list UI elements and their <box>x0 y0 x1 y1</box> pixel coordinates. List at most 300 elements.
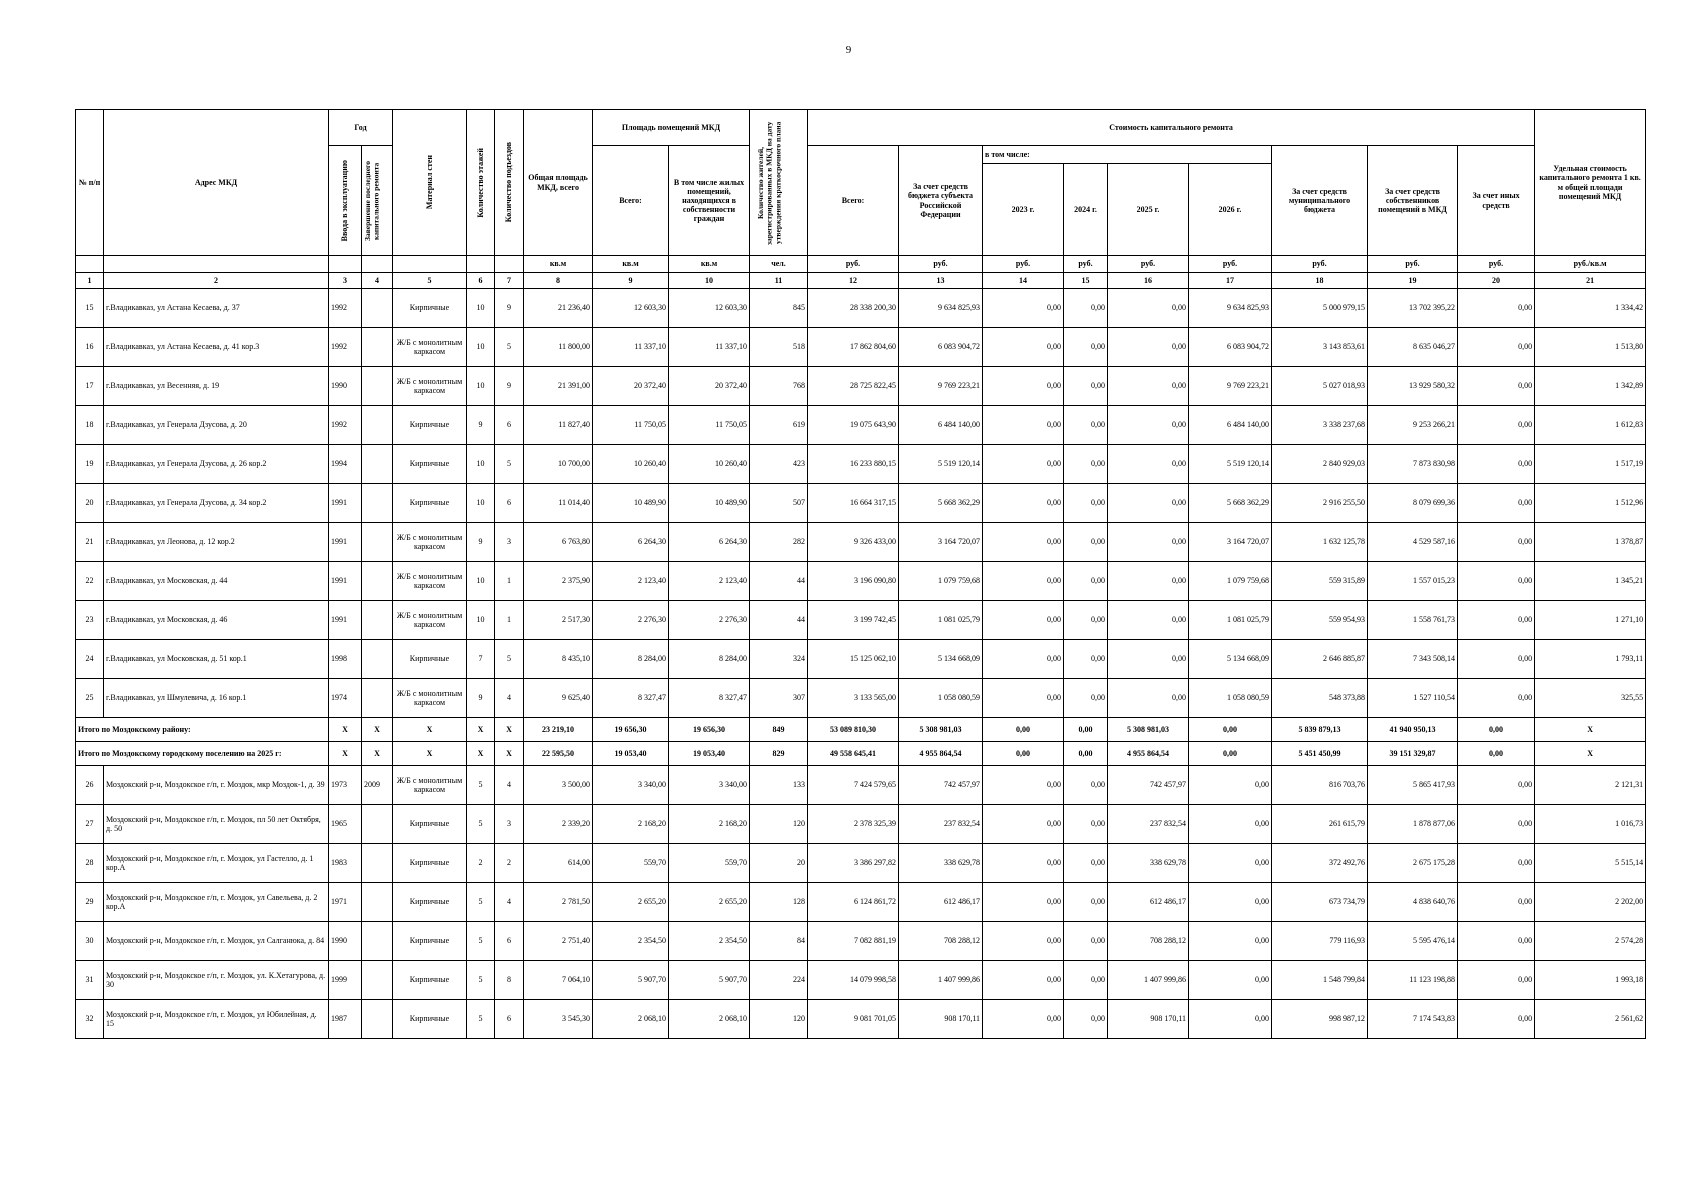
cell-pa: 6 264,30 <box>593 523 669 562</box>
cell-reg: 6 083 904,72 <box>899 328 983 367</box>
total-y1: X <box>329 718 362 742</box>
total-c25: 4 955 864,54 <box>1108 742 1189 766</box>
column-number: 16 <box>1108 273 1189 289</box>
cell-c25: 0,00 <box>1108 562 1189 601</box>
cell-y1: 1973 <box>329 766 362 805</box>
cell-mun: 5 027 018,93 <box>1272 367 1368 406</box>
cell-own: 11 123 198,88 <box>1368 961 1458 1000</box>
cell-area: 11 800,00 <box>524 328 593 367</box>
cell-pa: 2 354,50 <box>593 922 669 961</box>
unit-cell: руб. <box>808 256 899 273</box>
cell-own: 1 878 877,06 <box>1368 805 1458 844</box>
cell-mun: 559 954,93 <box>1272 601 1368 640</box>
cell-area: 11 827,40 <box>524 406 593 445</box>
cell-c26: 9 769 223,21 <box>1189 367 1272 406</box>
cell-c26: 0,00 <box>1189 883 1272 922</box>
total-reg: 5 308 981,03 <box>899 718 983 742</box>
header-unit-cost: Удельная стоимость капитального ремонта 1 кв. м общей площади помещений МКД <box>1535 110 1646 256</box>
cell-y2 <box>362 367 393 406</box>
cell-c23: 0,00 <box>983 406 1064 445</box>
cell-en: 6 <box>495 922 524 961</box>
cell-tot: 16 233 880,15 <box>808 445 899 484</box>
cell-reg: 6 484 140,00 <box>899 406 983 445</box>
cell-mun: 261 615,79 <box>1272 805 1368 844</box>
cell-oth: 0,00 <box>1458 601 1535 640</box>
cell-reg: 9 769 223,21 <box>899 367 983 406</box>
cell-fl: 5 <box>467 1000 495 1039</box>
total-c26: 0,00 <box>1189 718 1272 742</box>
cell-pa: 20 372,40 <box>593 367 669 406</box>
cell-unit: 1 345,21 <box>1535 562 1646 601</box>
cell-area: 2 517,30 <box>524 601 593 640</box>
cell-pc: 5 907,70 <box>669 961 750 1000</box>
cell-c25: 0,00 <box>1108 523 1189 562</box>
column-number: 15 <box>1064 273 1108 289</box>
table-row <box>76 640 1646 679</box>
cell-c23: 0,00 <box>983 445 1064 484</box>
cell-c23: 0,00 <box>983 679 1064 718</box>
cell-mat: Ж/Б с монолитным каркасом <box>393 523 467 562</box>
cell-reg: 742 457,97 <box>899 766 983 805</box>
header-wall-material: Материал стен <box>393 110 467 256</box>
cell-fl: 10 <box>467 562 495 601</box>
cell-area: 2 781,50 <box>524 883 593 922</box>
cell-addr: г.Владикавказ, ул Астана Кесаева, д. 41 кор.3 <box>104 328 329 367</box>
cell-tot: 9 326 433,00 <box>808 523 899 562</box>
cell-unit: 2 202,00 <box>1535 883 1646 922</box>
cell-pa: 2 123,40 <box>593 562 669 601</box>
cell-c25: 0,00 <box>1108 367 1189 406</box>
header-2026: 2026 г. <box>1189 164 1272 256</box>
cell-reg: 3 164 720,07 <box>899 523 983 562</box>
cell-res: 224 <box>750 961 808 1000</box>
total-y1: X <box>329 742 362 766</box>
cell-mun: 816 703,76 <box>1272 766 1368 805</box>
table-row <box>76 445 1646 484</box>
repair-register-table <box>75 109 1646 1039</box>
cell-en: 6 <box>495 406 524 445</box>
cell-en: 6 <box>495 484 524 523</box>
cell-mat: Кирпичные <box>393 640 467 679</box>
cell-c26: 0,00 <box>1189 766 1272 805</box>
cell-addr: г.Владикавказ, ул Генерала Дзусова, д. 34 кор.2 <box>104 484 329 523</box>
cell-c26: 3 164 720,07 <box>1189 523 1272 562</box>
cell-y1: 1991 <box>329 562 362 601</box>
cell-reg: 5 668 362,29 <box>899 484 983 523</box>
cell-c25: 708 288,12 <box>1108 922 1189 961</box>
cell-mun: 559 315,89 <box>1272 562 1368 601</box>
total-reg: 4 955 864,54 <box>899 742 983 766</box>
cell-own: 5 595 476,14 <box>1368 922 1458 961</box>
cell-mat: Кирпичные <box>393 484 467 523</box>
cell-pc: 6 264,30 <box>669 523 750 562</box>
cell-mat: Кирпичные <box>393 922 467 961</box>
cell-pc: 2 123,40 <box>669 562 750 601</box>
cell-pa: 559,70 <box>593 844 669 883</box>
cell-own: 7 174 543,83 <box>1368 1000 1458 1039</box>
cell-mat: Кирпичные <box>393 961 467 1000</box>
cell-c25: 0,00 <box>1108 445 1189 484</box>
cell-c25: 338 629,78 <box>1108 844 1189 883</box>
cell-c23: 0,00 <box>983 367 1064 406</box>
cell-pc: 10 260,40 <box>669 445 750 484</box>
unit-cell: кв.м <box>669 256 750 273</box>
cell-fl: 7 <box>467 640 495 679</box>
cell-res: 324 <box>750 640 808 679</box>
cell-c24: 0,00 <box>1064 601 1108 640</box>
cell-oth: 0,00 <box>1458 679 1535 718</box>
cell-y2 <box>362 289 393 328</box>
cell-y2 <box>362 328 393 367</box>
header-cost-other: За счет иных средств <box>1458 146 1535 256</box>
cell-res: 128 <box>750 883 808 922</box>
cell-addr: г.Владикавказ, ул Шмулевича, д. 16 кор.1 <box>104 679 329 718</box>
cell-y1: 1974 <box>329 679 362 718</box>
cell-own: 5 865 417,93 <box>1368 766 1458 805</box>
cell-pa: 8 284,00 <box>593 640 669 679</box>
cell-res: 307 <box>750 679 808 718</box>
cell-en: 3 <box>495 805 524 844</box>
cell-n: 31 <box>76 961 104 1000</box>
total-c23: 0,00 <box>983 718 1064 742</box>
cell-reg: 1 081 025,79 <box>899 601 983 640</box>
cell-en: 9 <box>495 367 524 406</box>
cell-area: 21 236,40 <box>524 289 593 328</box>
total-c23: 0,00 <box>983 742 1064 766</box>
cell-n: 29 <box>76 883 104 922</box>
cell-fl: 10 <box>467 601 495 640</box>
cell-area: 7 064,10 <box>524 961 593 1000</box>
cell-res: 84 <box>750 922 808 961</box>
cell-c26: 0,00 <box>1189 922 1272 961</box>
cell-unit: 1 993,18 <box>1535 961 1646 1000</box>
cell-tot: 7 424 579,65 <box>808 766 899 805</box>
header-cost-region: За счет средств бюджета субъекта Российской Федерации <box>899 146 983 256</box>
column-number: 21 <box>1535 273 1646 289</box>
cell-fl: 9 <box>467 679 495 718</box>
cell-c24: 0,00 <box>1064 562 1108 601</box>
cell-fl: 5 <box>467 922 495 961</box>
cell-pa: 3 340,00 <box>593 766 669 805</box>
cell-n: 17 <box>76 367 104 406</box>
total-c25: 5 308 981,03 <box>1108 718 1189 742</box>
cell-area: 11 014,40 <box>524 484 593 523</box>
column-number-row <box>76 273 1646 289</box>
table-row <box>76 406 1646 445</box>
cell-reg: 1 407 999,86 <box>899 961 983 1000</box>
cell-own: 7 343 508,14 <box>1368 640 1458 679</box>
cell-mun: 2 840 929,03 <box>1272 445 1368 484</box>
unit-cell: кв.м <box>593 256 669 273</box>
cell-n: 20 <box>76 484 104 523</box>
column-number: 14 <box>983 273 1064 289</box>
cell-mun: 1 632 125,78 <box>1272 523 1368 562</box>
table-row <box>76 961 1646 1000</box>
cell-c25: 612 486,17 <box>1108 883 1189 922</box>
cell-fl: 5 <box>467 766 495 805</box>
cell-pc: 20 372,40 <box>669 367 750 406</box>
table-row <box>76 805 1646 844</box>
cell-unit: 1 517,19 <box>1535 445 1646 484</box>
table-row <box>76 328 1646 367</box>
total-own: 39 151 329,87 <box>1368 742 1458 766</box>
table-row <box>76 766 1646 805</box>
cell-y2 <box>362 484 393 523</box>
total-row-district <box>76 718 1646 742</box>
cell-y2 <box>362 640 393 679</box>
cell-oth: 0,00 <box>1458 523 1535 562</box>
cell-y1: 1991 <box>329 523 362 562</box>
cell-c25: 237 832,54 <box>1108 805 1189 844</box>
cell-unit: 2 561,62 <box>1535 1000 1646 1039</box>
total-c26: 0,00 <box>1189 742 1272 766</box>
cell-own: 4 838 640,76 <box>1368 883 1458 922</box>
header-including: в том числе: <box>983 146 1272 164</box>
cell-c24: 0,00 <box>1064 1000 1108 1039</box>
cell-c26: 5 668 362,29 <box>1189 484 1272 523</box>
cell-area: 21 391,00 <box>524 367 593 406</box>
column-number: 1 <box>76 273 104 289</box>
cell-own: 9 253 266,21 <box>1368 406 1458 445</box>
cell-c23: 0,00 <box>983 601 1064 640</box>
cell-n: 30 <box>76 922 104 961</box>
cell-tot: 3 133 565,00 <box>808 679 899 718</box>
cell-y1: 1991 <box>329 601 362 640</box>
cell-c25: 0,00 <box>1108 601 1189 640</box>
cell-c26: 5 134 668,09 <box>1189 640 1272 679</box>
header-floors: Количество этажей <box>467 110 495 256</box>
cell-mun: 779 116,93 <box>1272 922 1368 961</box>
cell-c23: 0,00 <box>983 484 1064 523</box>
cell-pa: 5 907,70 <box>593 961 669 1000</box>
unit-cell: руб. <box>1272 256 1368 273</box>
cell-tot: 19 075 643,90 <box>808 406 899 445</box>
cell-c26: 1 058 080,59 <box>1189 679 1272 718</box>
cell-oth: 0,00 <box>1458 961 1535 1000</box>
cell-n: 32 <box>76 1000 104 1039</box>
cell-oth: 0,00 <box>1458 805 1535 844</box>
cell-y2 <box>362 805 393 844</box>
cell-c25: 0,00 <box>1108 289 1189 328</box>
cell-c25: 908 170,11 <box>1108 1000 1189 1039</box>
cell-c25: 742 457,97 <box>1108 766 1189 805</box>
cell-c23: 0,00 <box>983 883 1064 922</box>
cell-c23: 0,00 <box>983 844 1064 883</box>
cell-tot: 17 862 804,60 <box>808 328 899 367</box>
cell-en: 5 <box>495 445 524 484</box>
cell-y2 <box>362 523 393 562</box>
cell-n: 16 <box>76 328 104 367</box>
table-row <box>76 1000 1646 1039</box>
cell-en: 4 <box>495 766 524 805</box>
cell-mat: Кирпичные <box>393 1000 467 1039</box>
column-number: 11 <box>750 273 808 289</box>
cell-mun: 548 373,88 <box>1272 679 1368 718</box>
cell-c23: 0,00 <box>983 523 1064 562</box>
cell-own: 2 675 175,28 <box>1368 844 1458 883</box>
cell-reg: 1 058 080,59 <box>899 679 983 718</box>
cell-y2 <box>362 601 393 640</box>
cell-tot: 16 664 317,15 <box>808 484 899 523</box>
header-year-last-repair: Завершение последнего капитального ремонта <box>362 146 393 256</box>
cell-c26: 0,00 <box>1189 844 1272 883</box>
header-cost-total: Всего: <box>808 146 899 256</box>
cell-addr: Моздокский р-н, Моздокское г/п, г. Моздок, ул Салганюка, д. 84 <box>104 922 329 961</box>
unit-cell: кв.м <box>524 256 593 273</box>
cell-pa: 11 750,05 <box>593 406 669 445</box>
cell-res: 518 <box>750 328 808 367</box>
cell-oth: 0,00 <box>1458 484 1535 523</box>
cell-oth: 0,00 <box>1458 562 1535 601</box>
cell-tot: 2 378 325,39 <box>808 805 899 844</box>
cell-reg: 237 832,54 <box>899 805 983 844</box>
total-label: Итого по Моздокскому району: <box>76 718 329 742</box>
cell-c23: 0,00 <box>983 289 1064 328</box>
cell-addr: Моздокский р-н, Моздокское г/п, г. Моздок, ул Юбилейная, д. 15 <box>104 1000 329 1039</box>
cell-pc: 11 750,05 <box>669 406 750 445</box>
cell-c23: 0,00 <box>983 562 1064 601</box>
header-year: Год <box>329 110 393 146</box>
table-row <box>76 523 1646 562</box>
column-number: 20 <box>1458 273 1535 289</box>
cell-c24: 0,00 <box>1064 445 1108 484</box>
cell-pc: 2 655,20 <box>669 883 750 922</box>
cell-y1: 1990 <box>329 367 362 406</box>
cell-addr: г.Владикавказ, ул Московская, д. 46 <box>104 601 329 640</box>
cell-c24: 0,00 <box>1064 883 1108 922</box>
cell-tot: 7 082 881,19 <box>808 922 899 961</box>
table-row <box>76 289 1646 328</box>
cell-mun: 3 143 853,61 <box>1272 328 1368 367</box>
cell-area: 2 751,40 <box>524 922 593 961</box>
cell-c24: 0,00 <box>1064 523 1108 562</box>
total-res: 849 <box>750 718 808 742</box>
cell-res: 507 <box>750 484 808 523</box>
cell-c24: 0,00 <box>1064 640 1108 679</box>
cell-c24: 0,00 <box>1064 289 1108 328</box>
cell-n: 27 <box>76 805 104 844</box>
header-year-commission: Ввода в эксплуатацию <box>329 146 362 256</box>
cell-pa: 12 603,30 <box>593 289 669 328</box>
cell-fl: 10 <box>467 328 495 367</box>
cell-c24: 0,00 <box>1064 844 1108 883</box>
cell-oth: 0,00 <box>1458 289 1535 328</box>
cell-addr: Моздокский р-н, Моздокское г/п, г. Моздок, ул Гастелло, д. 1 кор.А <box>104 844 329 883</box>
cell-mat: Ж/Б с монолитным каркасом <box>393 601 467 640</box>
cell-pa: 11 337,10 <box>593 328 669 367</box>
total-fl: X <box>467 742 495 766</box>
cell-y2 <box>362 406 393 445</box>
cell-c24: 0,00 <box>1064 328 1108 367</box>
cell-area: 3 545,30 <box>524 1000 593 1039</box>
header-address: Адрес МКД <box>104 110 329 256</box>
table-row <box>76 484 1646 523</box>
total-c24: 0,00 <box>1064 718 1108 742</box>
cell-c26: 1 081 025,79 <box>1189 601 1272 640</box>
cell-en: 3 <box>495 523 524 562</box>
cell-unit: 325,55 <box>1535 679 1646 718</box>
cell-own: 7 873 830,98 <box>1368 445 1458 484</box>
header-entrances: Количество подъездов <box>495 110 524 256</box>
cell-unit: 1 513,80 <box>1535 328 1646 367</box>
cell-c25: 0,00 <box>1108 679 1189 718</box>
cell-addr: г.Владикавказ, ул Леонова, д. 12 кор.2 <box>104 523 329 562</box>
cell-c23: 0,00 <box>983 961 1064 1000</box>
cell-en: 9 <box>495 289 524 328</box>
unit-cell: руб. <box>1189 256 1272 273</box>
cell-c24: 0,00 <box>1064 406 1108 445</box>
total-pa: 19 656,30 <box>593 718 669 742</box>
cell-unit: 2 121,31 <box>1535 766 1646 805</box>
header-2023: 2023 г. <box>983 164 1064 256</box>
cell-own: 1 557 015,23 <box>1368 562 1458 601</box>
cell-own: 13 702 395,22 <box>1368 289 1458 328</box>
cell-mat: Кирпичные <box>393 289 467 328</box>
header-cost-title: Стоимость капитального ремонта <box>808 110 1535 146</box>
cell-mun: 2 916 255,50 <box>1272 484 1368 523</box>
cell-c23: 0,00 <box>983 922 1064 961</box>
cell-pa: 2 068,10 <box>593 1000 669 1039</box>
cell-unit: 1 378,87 <box>1535 523 1646 562</box>
cell-mun: 3 338 237,68 <box>1272 406 1368 445</box>
total-y2: X <box>362 718 393 742</box>
cell-oth: 0,00 <box>1458 922 1535 961</box>
cell-c26: 0,00 <box>1189 1000 1272 1039</box>
cell-c24: 0,00 <box>1064 367 1108 406</box>
table-row <box>76 562 1646 601</box>
cell-oth: 0,00 <box>1458 1000 1535 1039</box>
cell-unit: 1 342,89 <box>1535 367 1646 406</box>
cell-pc: 10 489,90 <box>669 484 750 523</box>
cell-addr: г.Владикавказ, ул Генерала Дзусова, д. 26 кор.2 <box>104 445 329 484</box>
cell-pa: 2 655,20 <box>593 883 669 922</box>
cell-mat: Ж/Б с монолитным каркасом <box>393 328 467 367</box>
column-number: 6 <box>467 273 495 289</box>
cell-own: 4 529 587,16 <box>1368 523 1458 562</box>
cell-res: 423 <box>750 445 808 484</box>
cell-y1: 1992 <box>329 289 362 328</box>
cell-unit: 1 512,96 <box>1535 484 1646 523</box>
cell-y1: 1965 <box>329 805 362 844</box>
cell-y2 <box>362 1000 393 1039</box>
cell-res: 44 <box>750 601 808 640</box>
cell-fl: 10 <box>467 445 495 484</box>
header-premises-citizens: В том числе жилых помещений, находящихся в собственности граждан <box>669 146 750 256</box>
cell-oth: 0,00 <box>1458 445 1535 484</box>
cell-y1: 1998 <box>329 640 362 679</box>
column-number: 2 <box>104 273 329 289</box>
table-row <box>76 883 1646 922</box>
cell-unit: 1 271,10 <box>1535 601 1646 640</box>
cell-n: 26 <box>76 766 104 805</box>
cell-y2 <box>362 922 393 961</box>
total-unit: X <box>1535 742 1646 766</box>
cell-area: 8 435,10 <box>524 640 593 679</box>
cell-tot: 9 081 701,05 <box>808 1000 899 1039</box>
total-mun: 5 451 450,99 <box>1272 742 1368 766</box>
cell-res: 619 <box>750 406 808 445</box>
cell-mun: 5 000 979,15 <box>1272 289 1368 328</box>
cell-pc: 8 284,00 <box>669 640 750 679</box>
cell-n: 23 <box>76 601 104 640</box>
total-row-settlement <box>76 742 1646 766</box>
total-mat: X <box>393 742 467 766</box>
cell-n: 25 <box>76 679 104 718</box>
cell-c25: 1 407 999,86 <box>1108 961 1189 1000</box>
cell-c25: 0,00 <box>1108 640 1189 679</box>
cell-oth: 0,00 <box>1458 640 1535 679</box>
header-num: № п/п <box>76 110 104 256</box>
